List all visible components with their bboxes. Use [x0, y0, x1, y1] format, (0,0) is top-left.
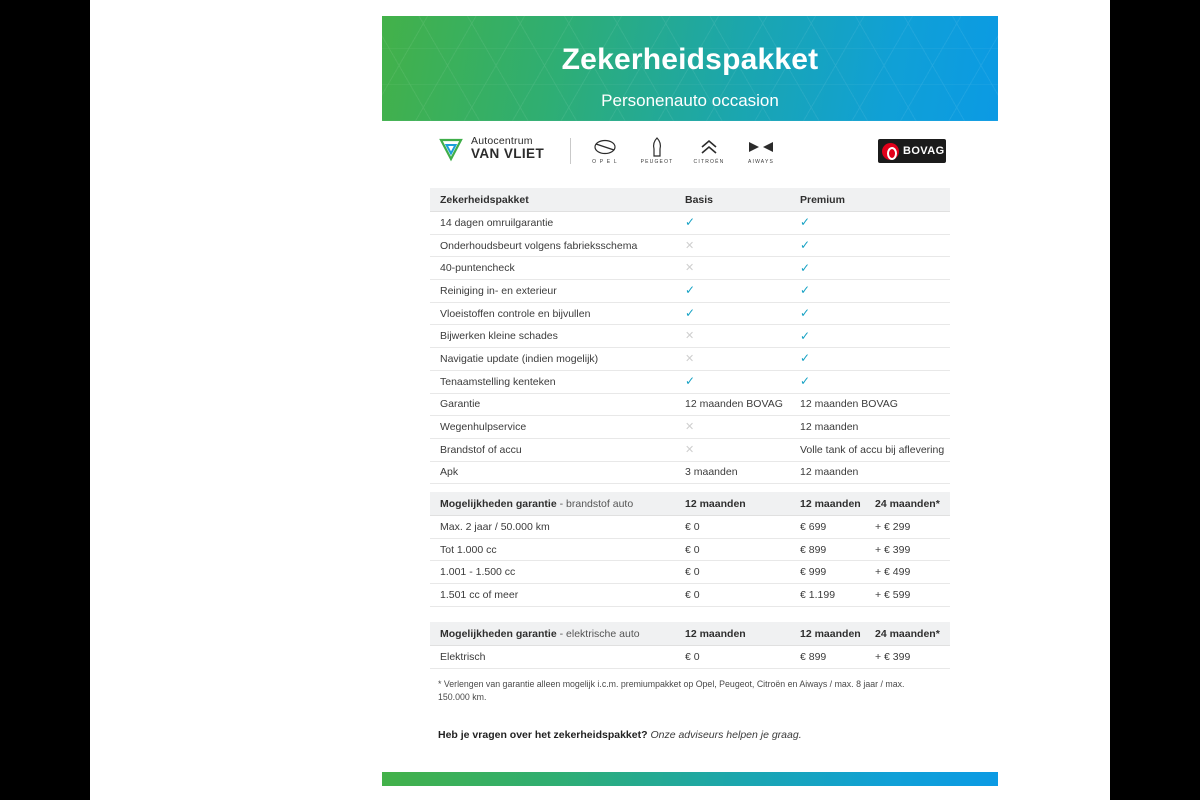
features-header-label: Zekerheidspakket	[430, 188, 675, 212]
features-table-header-row	[430, 188, 950, 212]
check-icon: ✓	[685, 215, 696, 230]
cell-text: 12 maanden BOVAG	[685, 398, 783, 411]
van-vliet-v-icon-svg	[438, 136, 464, 162]
cell-text: Volle tank of accu bij aflevering	[800, 443, 945, 456]
table-row	[430, 561, 950, 584]
bovag-logo	[878, 139, 946, 163]
electric-header-title-light: - elektrische auto	[556, 627, 640, 640]
van-vliet-v-icon	[438, 136, 464, 162]
check-icon: ✓	[685, 374, 696, 389]
price-label: Elektrisch	[430, 646, 675, 669]
table-row	[430, 393, 950, 416]
dealer-name-line1: Autocentrum	[471, 135, 533, 148]
bovag-label: BOVAG	[903, 145, 945, 157]
feature-label: Apk	[430, 461, 675, 484]
brand-divider	[570, 138, 571, 164]
citroen-caption: CITROËN	[693, 159, 725, 165]
feature-premium	[790, 348, 950, 371]
check-icon: ✓	[800, 238, 811, 253]
cross-icon: ✕	[685, 352, 695, 365]
marque-logos	[588, 136, 778, 165]
feature-premium	[790, 416, 950, 439]
dealer-name-line2: VAN VLIET	[471, 146, 545, 162]
price-c3: + € 399	[865, 646, 950, 669]
brand-row	[430, 136, 960, 172]
marque-peugeot	[640, 136, 674, 165]
fuel-header-c1: 12 maanden	[675, 492, 790, 516]
footer-bar	[382, 772, 998, 786]
fuel-table-header-row	[430, 492, 950, 516]
price-c3: + € 399	[865, 538, 950, 561]
price-c1: € 0	[675, 516, 790, 539]
opel-caption: O P E L	[592, 159, 618, 165]
opel-icon	[588, 136, 622, 158]
contact-question-italic: Onze adviseurs helpen je graag.	[650, 729, 802, 741]
fuel-header-c2: 12 maanden	[790, 492, 865, 516]
electric-table-header-row	[430, 622, 950, 646]
feature-basis	[675, 370, 790, 393]
price-c1: € 0	[675, 584, 790, 607]
table-row	[430, 325, 950, 348]
cell-text: 12 maanden BOVAG	[800, 398, 898, 411]
feature-premium	[790, 234, 950, 257]
table-row	[430, 538, 950, 561]
fuel-header-title	[430, 492, 675, 516]
dealer-name	[471, 136, 544, 161]
aiways-caption: AIWAYS	[747, 159, 775, 165]
banner-title: Zekerheidspakket	[561, 43, 819, 76]
table-row	[430, 212, 950, 235]
price-c3: + € 499	[865, 561, 950, 584]
feature-basis	[675, 302, 790, 325]
electric-warranty-table	[430, 622, 950, 669]
price-label: 1.501 cc of meer	[430, 584, 675, 607]
contact-question-bold: Heb je vragen over het zekerheidspakket?	[438, 729, 648, 741]
check-icon: ✓	[800, 260, 811, 275]
feature-label: Tenaamstelling kenteken	[430, 370, 675, 393]
cell-text: 12 maanden	[800, 421, 859, 434]
feature-label: Brandstof of accu	[430, 438, 675, 461]
fuel-header-c3: 24 maanden*	[865, 492, 950, 516]
feature-basis	[675, 438, 790, 461]
check-icon: ✓	[800, 283, 811, 298]
feature-basis	[675, 348, 790, 371]
fuel-header-title-bold: Mogelijkheden garantie	[440, 497, 557, 510]
fuel-header-title-light: - brandstof auto	[556, 497, 634, 510]
table-row	[430, 370, 950, 393]
feature-basis	[675, 280, 790, 303]
banner-subtitle: Personenauto occasion	[601, 91, 779, 110]
price-c2: € 899	[790, 646, 865, 669]
price-c1: € 0	[675, 561, 790, 584]
feature-premium	[790, 280, 950, 303]
features-table	[430, 188, 950, 484]
electric-header-c2: 12 maanden	[790, 622, 865, 646]
price-label: Max. 2 jaar / 50.000 km	[430, 516, 675, 539]
feature-basis	[675, 212, 790, 235]
feature-premium	[790, 370, 950, 393]
feature-label: Vloeistoffen controle en bijvullen	[430, 302, 675, 325]
check-icon: ✓	[800, 328, 811, 343]
feature-basis	[675, 416, 790, 439]
table-row	[430, 348, 950, 371]
check-icon: ✓	[685, 306, 696, 321]
features-header-basis: Basis	[675, 188, 790, 212]
price-label: Tot 1.000 cc	[430, 538, 675, 561]
electric-header-title-bold: Mogelijkheden garantie	[440, 627, 557, 640]
cross-icon: ✕	[685, 421, 695, 434]
table-row	[430, 516, 950, 539]
electric-header-c3: 24 maanden*	[865, 622, 950, 646]
peugeot-caption: PEUGEOT	[640, 159, 674, 165]
feature-label: Onderhoudsbeurt volgens fabrieksschema	[430, 234, 675, 257]
cross-icon: ✕	[685, 330, 695, 343]
features-header-premium: Premium	[790, 188, 950, 212]
price-c2: € 999	[790, 561, 865, 584]
feature-basis	[675, 257, 790, 280]
feature-label: 14 dagen omruilgarantie	[430, 212, 675, 235]
price-c2: € 899	[790, 538, 865, 561]
feature-label: 40-puntencheck	[430, 257, 675, 280]
price-c3: + € 599	[865, 584, 950, 607]
price-c1: € 0	[675, 538, 790, 561]
price-c2: € 1.199	[790, 584, 865, 607]
marque-citroen	[692, 136, 726, 165]
cross-icon: ✕	[685, 443, 695, 456]
feature-label: Garantie	[430, 393, 675, 416]
header-banner	[382, 16, 998, 121]
feature-premium	[790, 393, 950, 416]
table-row	[430, 302, 950, 325]
feature-premium	[790, 212, 950, 235]
check-icon: ✓	[800, 215, 811, 230]
footnote: * Verlengen van garantie alleen mogelijk i.c.m. premiumpakket op Opel, Peugeot, Citroën en Aiways / max. 8 jaar / max. 150.000 km.	[438, 679, 905, 703]
marque-aiways	[744, 136, 778, 165]
feature-premium	[790, 257, 950, 280]
feature-premium	[790, 438, 950, 461]
table-row	[430, 280, 950, 303]
feature-label: Bijwerken kleine schades	[430, 325, 675, 348]
contact-question	[438, 729, 958, 741]
table-row	[430, 438, 950, 461]
cross-icon: ✕	[685, 262, 695, 275]
feature-basis	[675, 234, 790, 257]
cell-text: 3 maanden	[685, 466, 738, 479]
fuel-warranty-table	[430, 492, 950, 607]
feature-premium	[790, 461, 950, 484]
table-row	[430, 257, 950, 280]
feature-premium	[790, 325, 950, 348]
price-c2: € 699	[790, 516, 865, 539]
aiways-icon	[744, 136, 778, 158]
dealer-logo	[438, 136, 544, 162]
cell-text: 12 maanden	[800, 466, 859, 479]
check-icon: ✓	[800, 306, 811, 321]
electric-header-c1: 12 maanden	[675, 622, 790, 646]
feature-basis	[675, 393, 790, 416]
document-sheet	[90, 0, 1110, 800]
check-icon: ✓	[685, 283, 696, 298]
peugeot-icon	[640, 136, 674, 158]
bovag-mark-icon	[882, 143, 899, 160]
check-icon: ✓	[800, 374, 811, 389]
feature-label: Reiniging in- en exterieur	[430, 280, 675, 303]
feature-label: Wegenhulpservice	[430, 416, 675, 439]
feature-basis	[675, 325, 790, 348]
price-label: 1.001 - 1.500 cc	[430, 561, 675, 584]
price-c3: + € 299	[865, 516, 950, 539]
table-row	[430, 584, 950, 607]
electric-header-title	[430, 622, 675, 646]
table-row	[430, 234, 950, 257]
table-row	[430, 646, 950, 669]
citroen-icon	[692, 136, 726, 158]
feature-premium	[790, 302, 950, 325]
table-row	[430, 461, 950, 484]
feature-basis	[675, 461, 790, 484]
feature-label: Navigatie update (indien mogelijk)	[430, 348, 675, 371]
table-row	[430, 416, 950, 439]
marque-opel	[588, 136, 622, 165]
cross-icon: ✕	[685, 239, 695, 252]
price-c1: € 0	[675, 646, 790, 669]
check-icon: ✓	[800, 351, 811, 366]
